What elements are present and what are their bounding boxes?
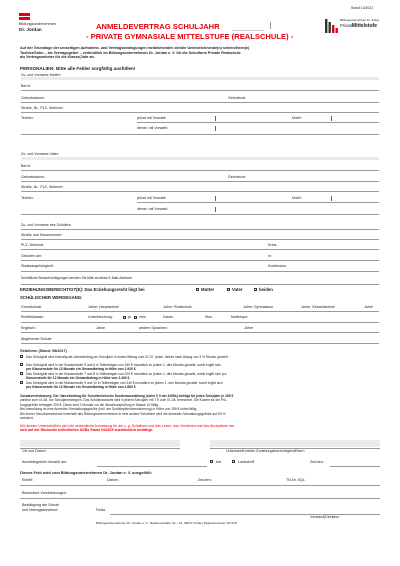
office-heading: Dieses Feld wird vom Bildungsunternehmen Dr. Jordan e. V. ausgefüllt: — [20, 470, 152, 475]
custody-mutter-label: Mutter — [201, 287, 215, 292]
parent2-name-label: Zu- und Vorname Vater: — [21, 152, 60, 156]
intro-line-2: Tochter/Sohn – als Vertragsgeber – verbindlich im Bildungsunternehmen Dr. Jordan e. V. für die Schulform Private Realschule — [20, 50, 241, 55]
logo-right — [325, 17, 387, 37]
sp-gymnasium: Jahre; Gymnasium — [243, 305, 274, 309]
office-fulda-label: Fulda, — [96, 508, 106, 512]
sp-grundschule: Grundschule — [21, 305, 42, 309]
logo-right-line1: Bildungsunternehmen Dr. Jordan — [340, 19, 380, 22]
fees-extra — [20, 394, 233, 420]
office-besondere-label: Besondere Vereinbarungen: — [22, 491, 67, 495]
parent1-privat-label: privat mit Vorwahl: — [137, 116, 167, 120]
fees-extra-2: zahlbar zum 01.08. vor Schuljahresbeginn. Das Schülerausweis wird in jedem Schuljahr mit 7 € zum 01.08. berechnet. Die Kosten für die Prü- — [20, 398, 228, 403]
email-note: Schriftliche Benachrichtigungen senden Sie bitte an diese E-Mail-Adresse: — [21, 276, 133, 280]
sig-unterschrift-label: Unterschrift beider Erziehungsberechtigten|Eltern — [226, 449, 305, 453]
sig-ort-label: Ort und Datum — [22, 449, 46, 453]
sp-hauptschule: Jahre; Hauptschule — [88, 305, 119, 309]
custody-mutter-checkbox[interactable] — [196, 288, 199, 291]
fee-item-4b: pro Klassenstufe für 12 Monate ein Gesamtbetrag in Höhe von 2.880 €. — [26, 385, 137, 389]
office-bestaetigung-2: und Vertragsannahme: — [22, 508, 59, 512]
student-in-label: in: — [268, 254, 272, 258]
custody-beiden-checkbox[interactable] — [254, 288, 257, 291]
custody-beiden-label: beiden — [259, 287, 273, 292]
fee-item-2: Das Schulgeld wird in der Klassenstufe 5 und 6 in Teilbeträgen von 160 € monatlich zu jedem 1. des Monats gezahlt, somit ergibt sich — [26, 362, 221, 367]
parent1-dienst-label: dienst. mit Vorwahl: — [137, 126, 169, 130]
parent1-name-label: Zu- und Vorname Mutter: — [21, 73, 61, 77]
title-year-sep — [270, 22, 271, 29]
parent2-geburtsdatum-label: Geburtsdatum: — [21, 175, 45, 179]
sig-zeichen-label: Zeichen: — [310, 460, 324, 464]
agb-note-1: Mit deriden Unterschrift/en wird die verbindliche Anmeldung für die o. g. Schulform und das Lesen, das Verstehen und das Akzeptieren der — [20, 424, 235, 428]
office-eintritt-label: Eintritt: — [22, 478, 34, 482]
title-school-type: - PRIVATE GYMNASIALE MITTELSTUFE (REALSCHULE) - — [86, 32, 294, 41]
sig-lastschrift-checkbox[interactable] — [232, 460, 235, 463]
student-plz-label: PLZ, Wohnort: — [21, 243, 45, 247]
office-bestaetigung-1: Bestätigung der Schule — [22, 503, 60, 507]
sp-ja-checkbox[interactable] — [123, 316, 126, 319]
logo-left-line2: Dr. Jordan — [19, 26, 42, 32]
fee-option-2-checkbox[interactable] — [20, 363, 23, 366]
sp-eintrittsklasse: Eintrittsklasse: — [21, 315, 45, 319]
custody-label: ERZIEHUNGSBERECHTIGT(E): Das Erziehungsrecht liegt bei — [20, 287, 145, 292]
student-strasse-label: Straße und Hausnummer: — [21, 233, 63, 237]
sig-gebuehr-label: Anmeldegebühr bezahlt am: — [22, 460, 67, 464]
student-name-label: Zu- und Vorname des Schülers: — [21, 223, 72, 227]
fee-option-4-checkbox[interactable] — [20, 381, 23, 384]
sp-ja-label: ja — [128, 315, 131, 319]
parent1-geburtsort-label: Geburtsort: — [228, 96, 246, 100]
parent2-geburtsort-label: Geburtsort: — [228, 175, 246, 179]
sp-muttersprache: Muttersprr: — [231, 315, 249, 319]
fees-extra-3: fungsgebühr betragen 200 €. Diese sind 2 Monate vor der Abschlussprüfung in Klasse 10 fällig. — [20, 402, 159, 407]
parent2-telefon-label: Telefon: — [21, 196, 34, 200]
fee-item-3: Das Schulgeld wird in der Klassenstufe 7 und 8 in Teilbeträgen von 200 € monatlich zu jedem 1. des Monats gezahlt, somit ergibt sich pro — [26, 371, 227, 376]
office-zeichen-label: Zeichen: — [198, 478, 212, 482]
sp-abgehende-schule: Abgehende Schule: — [21, 337, 53, 341]
fee-item-1: Das Schulgeld wird einmalig als Jahresbetrag pro Schuljahr in einem Betrag zum 01.07. jeden Jahres nach Abzug von 3 % Skonto gezahlt. — [26, 354, 229, 359]
student-geboren-label: Geboren am: — [21, 254, 42, 258]
parent2-strasse-label: Straße, Nr., PLZ, Wohnort: — [21, 185, 64, 189]
parent1-name-input[interactable] — [21, 77, 379, 80]
sp-nein-checkbox[interactable] — [134, 316, 137, 319]
title-year-input-1[interactable] — [232, 23, 264, 31]
student-staat-label: Staatsangehörigkeit: — [21, 264, 54, 268]
parent2-privat-label: privat mit Vorwahl: — [137, 196, 167, 200]
agb-note — [20, 424, 234, 433]
student-konfession-label: Konfession: — [268, 264, 287, 268]
sp-englisch-jahre: Jahre — [96, 326, 105, 330]
sp-andere-sprachen: andere Sprachen: — [139, 326, 168, 330]
sp-englisch: Englisch: — [21, 326, 36, 330]
sig-bar-label: bar — [216, 460, 222, 464]
sp-jahre-end: Jahre — [364, 305, 373, 309]
parent2-mobil-label: Mobil: — [292, 196, 302, 200]
intro-line-1: Auf der Grundlage der umseitigen Aufnahme- und Vertragsbedingungen meldet/melden der/die Unterzeichnende(n) seinen/ihren(n) — [20, 46, 250, 50]
logo-left — [19, 13, 59, 35]
sp-realschule: Jahre; Realschule — [163, 305, 192, 309]
agb-note-2: sich auf der Rückseite befindlichen AGBs Stand 04/2019 ausdrücklich bestätigt. — [20, 428, 153, 433]
fee-item-2b: pro Klassenstufe für 12 Monate ein Gesamtbetrag in Höhe von 1.920 €. — [26, 367, 137, 371]
parent2-dienst-label: dienst. mit Vorwahl: — [137, 207, 169, 211]
fees-extra-6: reduziert. — [20, 416, 34, 421]
parent2-name-input[interactable] — [21, 157, 379, 160]
fee-item-4: Das Schulgeld wird in der Klassenstufe 9 und 10 in Teilbeträgen von 240 € monatlich zu jedem 1. des Monats gezahlt, somit ergibt sich — [26, 380, 223, 385]
sp-unterbrechung: Unterbrechung: — [88, 315, 113, 319]
student-kreis-label: Kreis: — [268, 243, 278, 247]
stand-label: Stand 10/2022 — [351, 6, 374, 10]
sp-andere-jahre: Jahre — [244, 326, 253, 330]
fee-option-3-checkbox[interactable] — [20, 372, 23, 375]
personal-heading: PERSONALIEN: Bitte alle Felder sorgfältig ausfüllen! — [20, 66, 136, 71]
sp-dauer: Dauer: — [163, 315, 174, 319]
parent1-geburtsdatum-label: Geburtsdatum: — [21, 96, 45, 100]
logo-left-line1: Bildungsunternehmen — [19, 22, 56, 26]
parent1-mobil-label: Mobil: — [292, 116, 302, 120]
sig-bar-checkbox[interactable] — [210, 460, 213, 463]
office-vorstand-label: Vorstand|Direktion — [310, 515, 340, 519]
parent1-strasse-label: Straße, Nr., PLZ, Wohnort: — [21, 106, 64, 110]
title-contract-year: ANMELDEVERTRAG SCHULJAHR — [96, 22, 220, 31]
ort-datum-input[interactable] — [20, 440, 180, 447]
fees-heading: Gebühren (Stand: 08/2017) — [20, 349, 67, 353]
footer-text: Bildungsunternehmen Dr. Jordan e. V., Rabanusstraße 40 – 42, 36037 Fulda | Registereintrag: VR 628 — [96, 521, 237, 525]
logo-right-line3: Mittelstufe — [352, 23, 377, 29]
fees-extra-1: Zusatzvereinbarung: Der Jahresbeitrag für Schultechnische Sonderausstattung (siehe § 9 der AGBs) beträgt für jedes Schuljahr je 165 € — [20, 394, 234, 398]
custody-vater-checkbox[interactable] — [227, 288, 230, 291]
intro-line-3: als Vertragsnehmer für die Klasse(Jahr an. — [20, 55, 95, 60]
fee-option-1-checkbox[interactable] — [20, 355, 23, 358]
logo-bars-icon — [325, 19, 341, 33]
fees-extra-5: Bei einem Schulformwechsel innerhalb des Bildungsunternehmens in eine andere Schulform wird die Anmelde-/Verwaltungsgebühr auf 50 % — [20, 411, 226, 416]
logo-right-line2: Private — [340, 23, 354, 28]
unterschrift-input[interactable] — [210, 440, 380, 447]
sp-nein-label: nein — [139, 315, 146, 319]
parent1-telefon-label: Telefon: — [21, 116, 34, 120]
parent2-beruf-label: Beruf: — [21, 164, 31, 168]
intro-text — [20, 46, 249, 60]
office-tnnr-label: TN-Nr. SQL: — [286, 478, 306, 482]
parent1-beruf-label: Beruf: — [21, 84, 31, 88]
schoolpath-heading: SCHÜLISCHER WERDEGANG: — [20, 295, 83, 300]
office-datum-label: Datum: — [107, 478, 119, 482]
fee-item-3b: Klassenstufe für 12 Monate ein Gesamtbetrag in Höhe von 2.400 €. — [26, 376, 131, 380]
custody-vater-label: Vater — [232, 287, 243, 292]
fees-extra-4: Bei Anmeldung ist eine Anmelde-/Verwaltungsgebühr (inkl. der Schülerpflichtversicherung) in Höhe von 195 € sofort fällig. — [20, 407, 198, 412]
sig-lastschrift-label: Lastschrift — [238, 460, 255, 464]
sp-mon: Mon. — [205, 315, 213, 319]
sp-gesamtschule: Jahre; Gesamtschule — [301, 305, 335, 309]
